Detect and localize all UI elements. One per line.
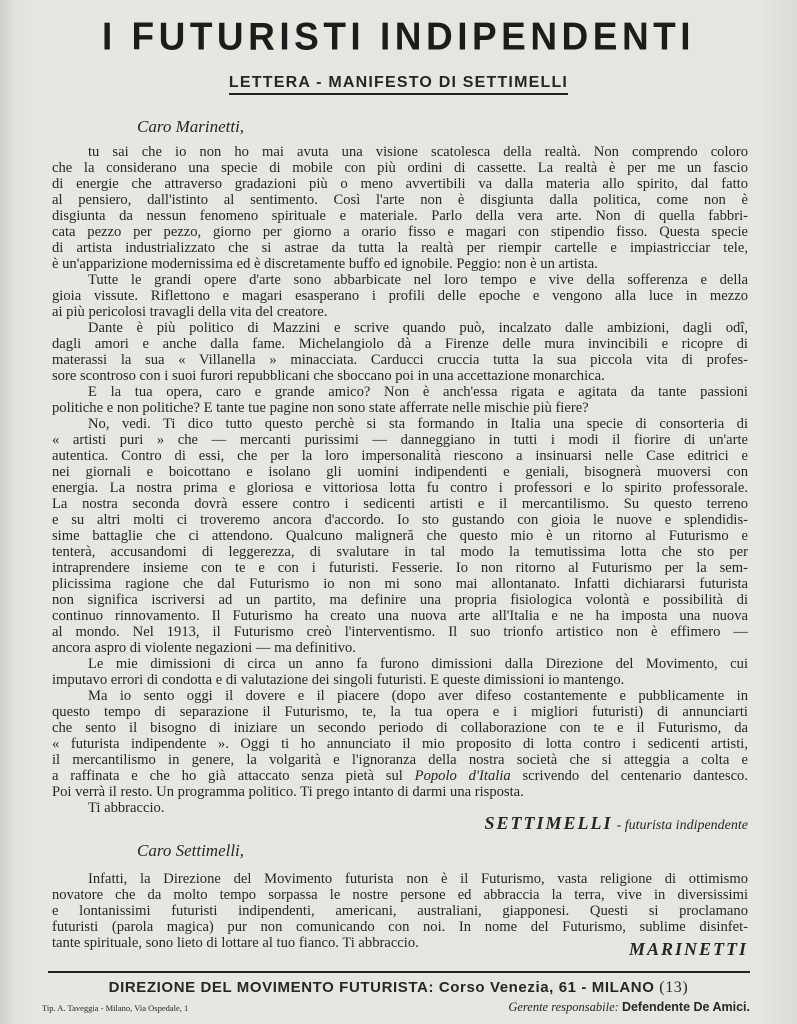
text-line: Infatti, la Direzione del Movimento futurista non è il Futurismo, vasta religione di ottimismo: [88, 871, 748, 887]
text-line: questo tempo di separazione il Futurismo, te, la tua opera e i migliori futuristi) di annunciarti: [52, 704, 748, 720]
subtitle-text: LETTERA - MANIFESTO DI SETTIMELLI: [229, 74, 568, 95]
text-line: disgiunta da nessun fenomeno spirituale e materiale. Parlo della vera arte. Non di quella fabbri-: [52, 208, 748, 224]
text-line: che sento il bisogno di iniziare un secondo periodo di collaborazione con te e il Futurismo, da: [52, 720, 748, 736]
text-line: non significa iscriversi ad un partito, ma definire una propria fisiologica volontà e possibilità di: [52, 592, 748, 608]
text-line: continuo rinnovamento. Il Futurismo ha creato una nuova arte all'Italia e ne ha imposta una nuova: [52, 608, 748, 624]
letter2-salutation: Caro Settimelli,: [137, 841, 245, 860]
signature-name: MARINETTI: [628, 939, 748, 959]
page-title: I FUTURISTI INDIPENDENTI: [101, 14, 696, 58]
text-line: La nostra seconda dovrà essere contro i sedicenti artisti e il mercantilismo. Su questo terreno: [52, 496, 748, 512]
text-line: Ma io sento oggi il dovere e il piacere (dopo aver difeso costantemente e pubblicamente in: [88, 688, 748, 704]
text-line: materassi la sua « Villanella » minacciata. Carducci cruccia tutta la sua piccola vita di profes-: [52, 352, 748, 368]
issue-number: (13): [659, 979, 689, 996]
letter1-salutation: Caro Marinetti,: [137, 117, 245, 136]
text-line: di artista industrializzato che si astrae da tutta la realtà per riempir cartelle e impiastricciar tele,: [52, 240, 748, 256]
text-line: di energie che attraverso gradazioni più o meno avvertibili va dalla materia allo spirito, dal fatto: [52, 176, 748, 192]
text-line: sime battaglie che ci attendono. Qualcuno maligneră che questo mio è un ritorno al Futurismo e: [52, 528, 748, 544]
text-line: « artisti puri » che — mercanti purissimi — danneggiano in tutti i modi il fiorire di un'arte: [52, 432, 748, 448]
text-line: energia. La nostra prima e gloriosa e vittoriosa lotta fu contro i professori e lo spirito professorale.: [52, 480, 748, 496]
text-line: tante spirituale, sono lieto di lottare al tuo fianco. Ti abbraccio.: [52, 935, 419, 951]
text-segment: a raffinata e che ho già attaccato senza pietà sul: [52, 768, 415, 784]
text-line: al pensiero, dall'istinto al sentimento. Così l'arte non è disgiunta dalla politica, come non è: [52, 192, 748, 208]
text-line: gioia vissute. Riflettono e magari esasperano i profili delle epoche e vengono alla luce in mezzo: [52, 288, 748, 304]
subtitle: [0, 74, 797, 92]
text-line: ancora aspro di violente negazioni — ma definitivo.: [52, 640, 356, 656]
text-line: No, vedi. Ti dico tutto questo perchè si sta formando in Italia una specie di consorteria di: [88, 416, 748, 432]
text-line: novatore che da molto tempo sorpassa le nostre persone ed abbraccia la terra, vive in diversissimi: [52, 887, 748, 903]
letter1-signature: [485, 813, 748, 834]
text-line: cata pezzo per pezzo, giorno per giorno a orario fisso e magari con stipendio fisso. Questa specie: [52, 224, 748, 240]
signature-name: SETTIMELLI: [484, 813, 613, 833]
text-line: Ti abbraccio.: [88, 800, 165, 816]
text-line: che la considerano una specie di mobile con più ordini di cassette. La realtà è per me un fascio: [52, 160, 748, 176]
text-line: autentica. Contro di essi, che per la loro impersonalità riescono a insinuarsi nelle Case editrici e: [52, 448, 748, 464]
newspaper-title: Popolo d'Italia: [414, 768, 511, 784]
text-line: E la tua opera, caro e grande amico? Non è anch'essa rigata e agitata da tante passioni: [88, 384, 748, 400]
address: Corso Venezia, 61 - MILANO: [438, 979, 655, 996]
text-line: Poi verrà il resto. Un programma politico. Ti prego intanto di darmi una risposta.: [52, 784, 524, 800]
text-line: e lontanissimi futuristi indipendenti, americani, australiani, giapponesi. Questi si proclamano: [52, 903, 748, 919]
footer-address: [0, 979, 797, 997]
text-line: il mercantilismo in genere, la volgarità e l'ignoranza della nostra società che si atteggia a colta e: [52, 752, 748, 768]
text-line: nei giornali e boicottano e isolano gli uomini indipendenti e geniali, bisognerà muoversi con: [52, 464, 748, 480]
letter1-body: [52, 144, 748, 816]
manager-credit: [508, 1000, 750, 1015]
text-line: tenterà, accusandomi di leggerezza, di svalutare in tal modo la temutissima lotta che sto per: [52, 544, 748, 560]
text-segment: scrivendo del centenario dantesco.: [510, 768, 748, 784]
text-line: « futurista indipendente ». Oggi ti ho annunciato il mio proposito di lotta contro i sedicenti artisti,: [52, 736, 748, 752]
text-line: Le mie dimissioni di circa un anno fa furono dimissioni dalla Direzione del Movimento, cui: [88, 656, 748, 672]
text-line: [52, 768, 748, 784]
printer-credit: Tip. A. Taveggia - Milano, Via Ospedale, 1: [42, 1003, 189, 1013]
text-line: sore scontroso con i suoi furori repubblicani che sboccano poi in una accettazione monarchica.: [52, 368, 605, 384]
text-line: Dante è più politico di Mazzini e scrive quando può, incalzato dalle ambizioni, dagli odî,: [88, 320, 748, 336]
text-line: dagli amori e anche dalla fame. Michelangiolo dà a Firenze delle mura invincibili e ricopre di: [52, 336, 748, 352]
text-line: al mondo. Nel 1913, il Futurismo creò l'interventismo. Il suo trionfo artistico non è effimero —: [52, 624, 748, 640]
address-label: DIREZIONE DEL MOVIMENTO FUTURISTA:: [108, 979, 435, 996]
manager-name: Defendente De Amici.: [621, 1000, 750, 1014]
text-line: imputavo errori di condotta e di valutazione dei singoli futuristi. E queste dimissioni io mantengo.: [52, 672, 625, 688]
text-line: plicissima ragione che dal Futurismo io non mi sono mai allontanato. Infatti dichiararsi futurista: [52, 576, 748, 592]
text-line: intraprendere insieme con te e con i futuristi. Fesserie. Io non ritorno al Futurismo per la sem-: [52, 560, 748, 576]
text-line: ai più pericolosi travagli della vita del creatore.: [52, 304, 328, 320]
text-line: e su altri molti ci troveremo ancora d'accordo. Io sto gustando con gioia le nuove e splendidis-: [52, 512, 748, 528]
text-line: futuristi (parola magica) pur non comunicando con noi. In nome del Futurismo, sublime disinfet-: [52, 919, 748, 935]
signature-role: - futurista indipendente: [616, 818, 748, 833]
letter2-signature: [629, 939, 748, 960]
manager-label: Gerente responsabile:: [508, 1000, 619, 1014]
text-line: Tutte le grandi opere d'arte sono abbarbicate nel loro tempo e vive della sofferenza e della: [88, 272, 748, 288]
text-line: politiche e non politiche? E tante tue pagine non sono state afferrate nelle mischie più fiere?: [52, 400, 589, 416]
text-line: è un'apparizione modernissima ed è discretamente buffo ed ignobile. Peggio: non è un artista.: [52, 256, 598, 272]
text-line: tu sai che io non ho mai avuta una visione scatolesca della realtà. Non comprendo coloro: [88, 144, 748, 160]
footer-divider: [48, 971, 750, 973]
